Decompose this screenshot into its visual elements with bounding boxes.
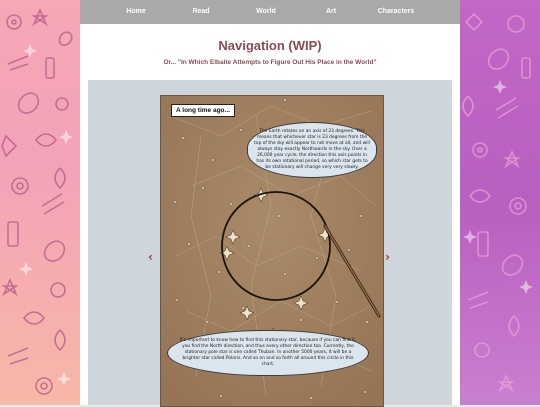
decorative-pattern-right [460,0,540,405]
doodle-pattern-left [0,0,80,405]
comic-page [160,95,384,407]
top-nav-bar [80,0,460,24]
comic-viewer [88,80,452,405]
nav-link-art[interactable]: Art [325,8,337,15]
nav-link-read[interactable]: Read [192,8,210,15]
nav-link-characters[interactable]: Characters [377,8,415,15]
page-title: Navigation (WIP) [218,38,322,53]
comic-caption-box: A long time ago... [171,104,235,117]
content-column [80,0,460,405]
chevron-left-icon[interactable]: ‹ [148,250,153,264]
chevron-right-icon[interactable]: › [385,250,390,264]
page-subtitle: Or... "In Which Elbaite Attempts to Figure Out His Place in the World" [163,59,377,66]
decorative-pattern-left [0,0,80,405]
nav-link-world[interactable]: World [256,8,276,15]
doodle-pattern-right [460,0,540,405]
speech-bubble-top: The Earth rotates on an axis of 23 degrees. This means that whichever star is 23 degrees from the top of the sky will appear to not move at all, and will always stay exactly Northwards in the sky. Over a 26,000 year cycle, the direction this axis points in has its own rotational period, so which star gets to be stationary will change very very slowly. [247,122,377,178]
speech-bubble-bottom: It's important to know how to find this stationary star, because if you can find it, you find the North direction, and thus every other direction too. Currently, the stationary pole star is one called Thuban. In another 5000 years, it will be a brighter star called Polaris. And so on and so forth all around this circle in this chart. [167,330,369,376]
nav-link-home[interactable]: Home [126,8,146,15]
